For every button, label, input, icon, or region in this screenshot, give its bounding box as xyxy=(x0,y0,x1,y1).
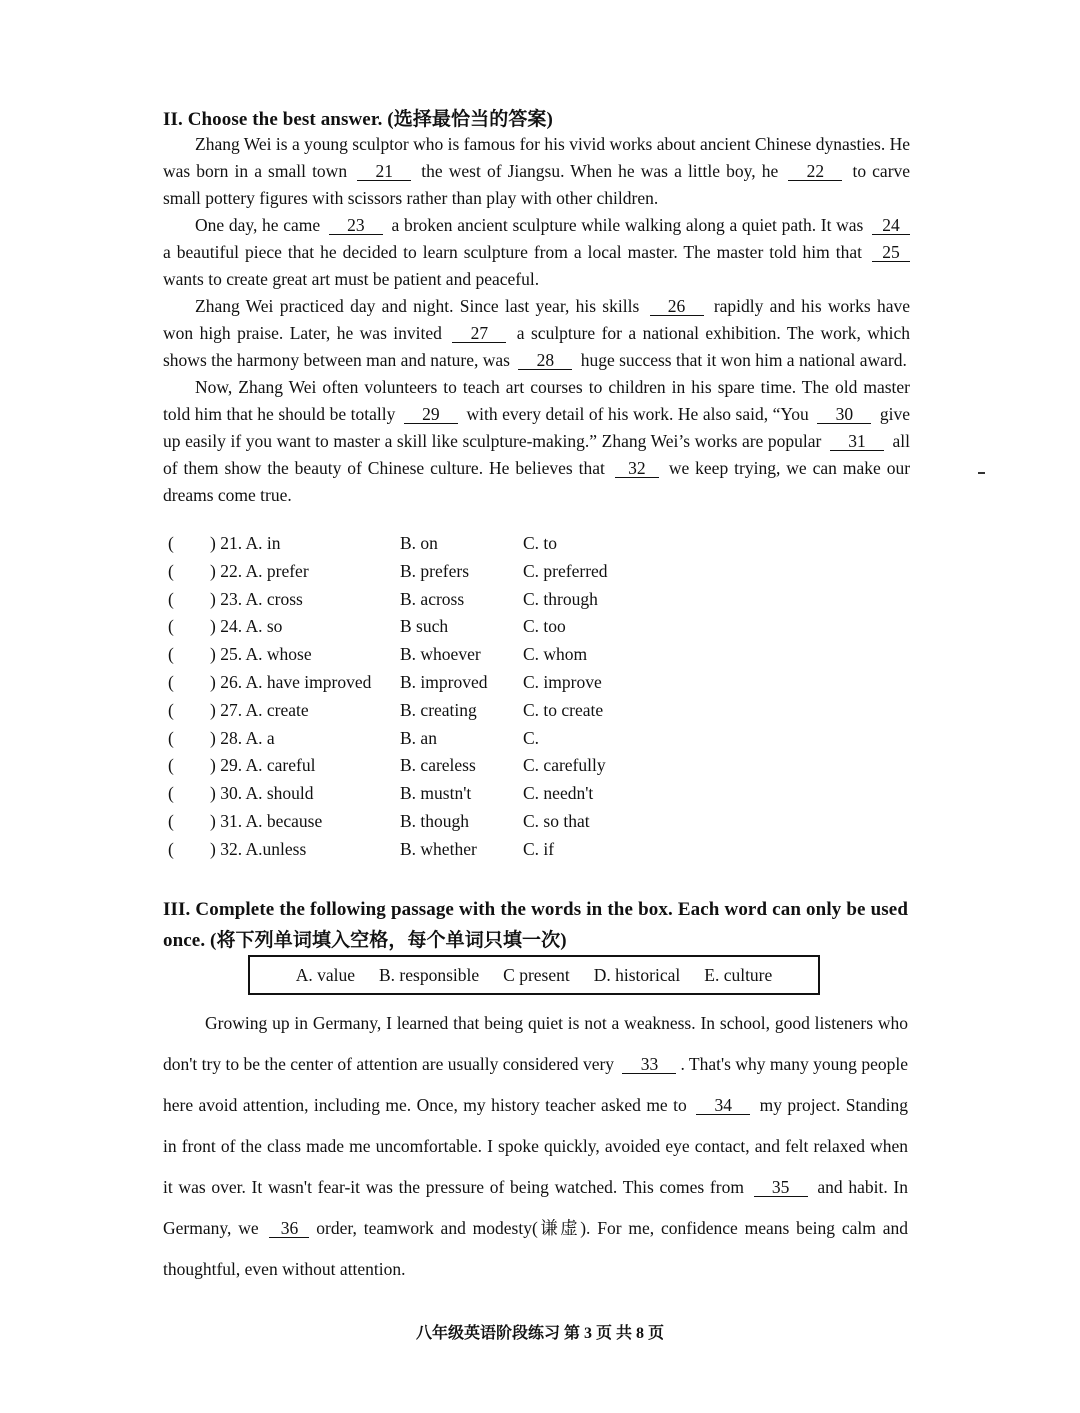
option-row[interactable]: ( ) 29. A. careful B. careless C. carefully xyxy=(168,755,606,776)
option-row[interactable]: ( ) 22. A. prefer B. prefers C. preferred xyxy=(168,560,608,581)
options-list xyxy=(168,533,688,867)
blank-24[interactable]: 24 xyxy=(872,216,910,235)
blank-27[interactable]: 27 xyxy=(452,324,506,343)
word-option: D. historical xyxy=(593,964,681,985)
option-row[interactable]: ( ) 21. A. in B. on C. to xyxy=(168,533,558,553)
passage-2-paragraph-4: Now, Zhang Wei often volunteers to teach art courses to children in his spare time. The old master told him that he should be totally 29 with every detail of his work. He also said, “You 30 give up easily if you want to master a skill like sculpture-making.” Zhang Wei’s works are popular 31 all of them show the beauty of Chinese culture. He believes that 32 we keep trying, we can make our dreams come true. xyxy=(163,377,911,505)
option-row[interactable]: ( ) 24. A. so B such C. too xyxy=(168,616,566,637)
option-row[interactable]: ( ) 28. A. a B. an C. xyxy=(168,727,540,748)
passage-2-paragraph-2: One day, he came 23 a broken ancient sculpture while walking along a quiet path. It was 24 a beautiful piece that he decided to learn sculpture from a local master. The master told him that 25 wants to create great art must be patient and peaceful. xyxy=(163,212,910,293)
blank-32[interactable]: 32 xyxy=(615,459,659,478)
option-row[interactable]: ( ) 23. A. cross B. across C. through xyxy=(168,588,598,609)
blank-30[interactable]: 30 xyxy=(817,405,871,424)
option-row[interactable]: ( ) 27. A. create B. creating C. to create xyxy=(168,699,604,720)
option-row[interactable]: ( ) 31. A. because B. though C. so that xyxy=(168,810,590,831)
word-option: C present xyxy=(503,964,570,985)
option-row[interactable]: ( ) 25. A. whose B. whoever C. whom xyxy=(168,644,588,665)
blank-34[interactable]: 34 xyxy=(696,1096,750,1115)
option-row[interactable]: ( ) 32. A.unless B. whether C. if xyxy=(168,838,555,859)
blank-21[interactable]: 21 xyxy=(357,162,411,181)
stray-mark xyxy=(978,472,985,474)
section-3-title: III. Complete the following passage with the words in the box. Each word can only be used once. (将下列单词填入空格，每个单词只填一次) xyxy=(163,899,908,951)
word-box xyxy=(248,955,820,995)
blank-31[interactable]: 31 xyxy=(830,432,884,451)
blank-25[interactable]: 25 xyxy=(872,243,910,262)
blank-29[interactable]: 29 xyxy=(404,405,458,424)
blank-26[interactable]: 26 xyxy=(650,297,704,316)
blank-35[interactable]: 35 xyxy=(754,1178,808,1197)
passage-2-paragraph-1: Zhang Wei is a young sculptor who is famous for his vivid works about ancient Chinese dynasties. He was born in a small town 21 the west of Jiangsu. When he was a little boy, he 22 to carve small pottery figures with scissors rather than play with other children. xyxy=(163,134,911,208)
word-option: B. responsible xyxy=(379,964,480,985)
page-footer: 八年级英语阶段练习 第 3 页 共 8 页 xyxy=(415,1325,664,1342)
blank-23[interactable]: 23 xyxy=(329,216,383,235)
option-row[interactable]: ( ) 26. A. have improved B. improved C. improve xyxy=(168,671,602,692)
passage-2-paragraph-3: Zhang Wei practiced day and night. Since last year, his skills 26 rapidly and his works have won high praise. Later, he was invited 27 a sculpture for a national exhibition. The work, which shows the harmony between man and nature, was 28 huge success that it won him a national award. xyxy=(163,296,911,370)
option-row[interactable]: ( ) 30. A. should B. mustn't C. needn't xyxy=(168,783,594,804)
section-2-title: II. Choose the best answer. (选择最恰当的答案) xyxy=(163,109,553,130)
blank-33[interactable]: 33 xyxy=(622,1055,676,1074)
blank-22[interactable]: 22 xyxy=(788,162,842,181)
blank-36[interactable]: 36 xyxy=(269,1219,309,1238)
word-option: A. value xyxy=(295,964,355,985)
word-option: E. culture xyxy=(704,964,773,985)
blank-28[interactable]: 28 xyxy=(518,351,572,370)
passage-3: Growing up in Germany, I learned that being quiet is not a weakness. In school, good listeners who don't try to be the center of attention are usually considered very 33 . That's why many young people here avoid attention, including me. Once, my history teacher asked me to 34 my project. Standing in front of the class made me uncomfortable. I spoke quickly, avoided eye contact, and felt relaxed when it was over. It wasn't fear-it was the pressure of being watched. This comes from 35 and habit. In Germany, we 36 order, teamwork and modesty(谦虚). For me, confidence means being calm and thoughtful, even without attention. xyxy=(163,1013,909,1279)
